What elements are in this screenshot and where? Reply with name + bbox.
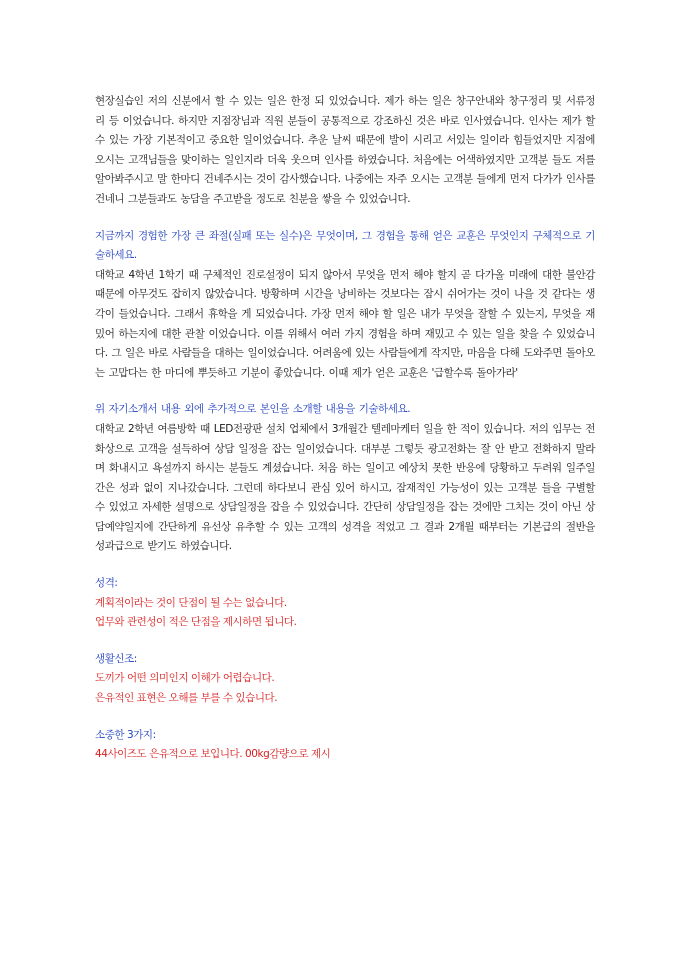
spacer	[95, 210, 595, 227]
spacer	[95, 633, 595, 650]
spacer	[95, 557, 595, 574]
note-heading-three-things: 소중한 3가지:	[95, 728, 156, 741]
document-page	[95, 92, 595, 765]
spacer	[95, 383, 595, 400]
note-line: 도끼가 어떤 의미인지 이해가 어렵습니다.	[95, 672, 275, 685]
note-line: 계획적이라는 것이 단점이 될 수는 없습니다.	[95, 596, 287, 609]
note-line: 업무와 관련성이 적은 단점을 제시하면 됩니다.	[95, 616, 297, 629]
note-line: 은유적인 표현은 오해를 부를 수 있습니다.	[95, 692, 278, 705]
spacer	[95, 709, 595, 726]
question-3: 위 자기소개서 내용 외에 추가적으로 본인을 소개할 내용을 기술하세요.	[95, 403, 411, 416]
answer-2: 대학교 4학년 1학기 때 구체적인 진로설정이 되지 않아서 무엇을 먼저 해야 할지 곧 다가올 미래에 대한 불안감 때문에 아무것도 잡히지 않았습니다. 방황하며 시간을 낭비하는 것보다는 잠시 쉬어가는 것이 나을 것 같다는 생각이 들었습니다. 그래서 휴학을 게 되었습니다. 가장 먼저 해야 할 일은 내가 무엇을 잘할 수 있는지, 무엇을 재밌어 하는지에 대한 관찰 이었습니다. 이를 위해서 여러 가지 경험을 하며 재밌고 수 있는 일을 찾을 수 있었습니다. 그 일은 바로 사람들을 대하는 일이었습니다. 어려움에 있는 사람들에게 작지만, 마음을 다해 도와주면 돌아오는 고맙다는 한 마디에 뿌듯하고 기분이 좋았습니다. 이때 제가 얻은 교훈은 '급할수록 돌아가라'	[95, 268, 595, 379]
note-line: 44사이즈도 은유적으로 보입니다. 00kg감량으로 제시	[95, 748, 331, 761]
note-heading-motto: 생활신조:	[95, 652, 137, 665]
note-heading-personality: 성격:	[95, 577, 118, 590]
answer-3: 대학교 2학년 여름방학 때 LED전광판 설치 업체에서 3개월간 텔레마케터 일을 한 적이 있습니다. 저의 임무는 전화상으로 고객을 설득하여 상담 일정을 잡는 일이었습니다. 대부분 그렇듯 광고전화는 잘 안 받고 전화하지 말라며 화내시고 욕설까지 하시는 분들도 계셨습니다. 처음 하는 일이고 예상치 못한 반응에 당황하고 두려워 일주일간은 성과 없이 지나갔습니다. 그런데 하다보니 관심 있어 하시고, 잠재적인 가능성이 있는 고객분 들을 구별할 수 있었고 자세한 설명으로 상담일정을 잡을 수 있었습니다. 간단히 상담일정을 잡는 것에만 그치는 것이 아닌 상담예약일지에 간단하게 유선상 유추할 수 있는 고객의 성격을 적었고 그 결과 2개월 때부터는 기본급의 절반을 성과급으로 받기도 하였습니다.	[95, 422, 595, 553]
intro-paragraph: 현장실습인 저의 신분에서 할 수 있는 일은 한정 되 있었습니다. 제가 하는 일은 창구안내와 창구정리 및 서류정리 등 이었습니다. 하지만 지점장님과 직원 분들이 공통적으로 강조하신 것은 바로 인사였습니다. 인사는 제가 할 수 있는 가장 기본적이고 중요한 일이었습니다. 추운 날씨 때문에 발이 시리고 서있는 일이라 힘들었지만 지점에 오시는 고객님들을 맞이하는 일인지라 더욱 웃으며 인사를 하였습니다. 처음에는 어색하였지만 고객분 들도 저를 알아봐주시고 말 한마디 건네주시는 것이 감사했습니다. 나중에는 자주 오시는 고객분 들에게 먼저 다가가 인사를 건네니 그분들과도 농담을 주고받을 정도로 친분을 쌓을 수 있었습니다.	[95, 95, 595, 205]
question-2: 지금까지 경험한 가장 큰 좌절(실패 또는 실수)은 무엇이며, 그 경험을 통해 얻은 교훈은 무엇인지 구체적으로 기술하세요.	[95, 229, 595, 262]
